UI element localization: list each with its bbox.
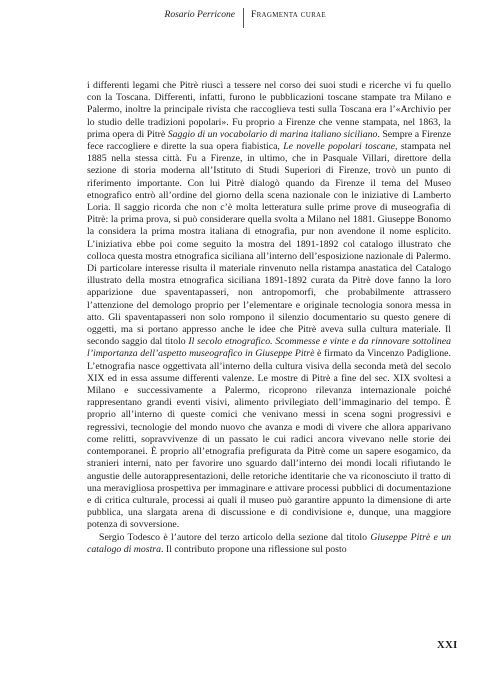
p1-text-2: . Sempre a Firenze fece raccogliere e dirette la sua opera fiabistica, bbox=[87, 128, 451, 153]
header-author: Rosario Perricone bbox=[164, 10, 235, 20]
header-divider bbox=[243, 8, 244, 28]
header-title: Fragmenta curae bbox=[251, 10, 326, 20]
p2-text-1: Sergio Todesco è l’autore del terzo articolo della sezione dal titolo bbox=[99, 531, 371, 543]
page-number: XXI bbox=[437, 640, 458, 651]
body-text bbox=[87, 80, 451, 556]
p1-italic-title-2: Le novelle popolari toscane bbox=[283, 141, 396, 153]
p2-italic-title: Giuseppe Pitrè e un catalogo di mostra bbox=[87, 531, 451, 555]
paragraph-2 bbox=[87, 532, 451, 556]
p1-italic-title-3: Il secolo etnografico. Scommesse e vinte e da rinnovare sottolinea l’importanza dell’aspetto museografico in Giuseppe Pitrè bbox=[87, 336, 451, 360]
p2-text-2: . Il contributo propone una riflessione sul posto bbox=[161, 543, 347, 555]
p1-text-4: è firmato da Vincenzo Padiglione. L’etnografia nasce oggettivata all’interno della cultura visiva della seconda metà del secolo XIX ed in essa assume differenti valenze. Le mostre di Pitrè a fine del sec. XIX svoltesi a Milano e successivamente a Palermo, ricoprono rilevanza internazionale poiché rappresentano grandi eventi visivi, alimento privilegiato dell’immaginario del tempo. È proprio all’interno di queste comici che venivano messi in scena sogni progressivi e regressivi, tecnologie del mondo nuovo che avanza e modi di vivere che allora apparivano come relitti, sopravvivenze di un passato le cui radici ancora vivevano nelle storie dei contemporanei. È proprio all’etnografia prefigurata da Pitrè come un sapere esogamico, da stranieri interni, nato per favorire uno sguardo dall’interno dei mondi locali rifiutando le angustie delle autorappresentazioni, delle retoriche identitarie che va riconosciuto il tratto di una meravigliosa prospettiva per immaginare e attivare processi pubblici di documentazione e di critica culturale, processi ai quali il museo può garantire appunto la dimensione di arte pubblica, una slargata arena di discussione e di condivisione e, dunque, una maggiore potenza di sovversione. bbox=[87, 348, 451, 531]
p1-text-3: , stampata nel 1885 nella stessa città. Fu a Firenze, in ultimo, che in Pasquale Villari, direttore della sezione di storia moderna all’Istituto di Studi Superiori di Firenze, trovò un punto di riferimento importante. Con lui Pitrè dialogò quando da Firenze il tema del Museo etnografico entrò all’ordine del giorno della scena nazionale con le iniziative di Lamberto Loria. Il saggio ricorda che non c’è molta letteratura sulle prime prove di museografia di Pitrè: la prima prova, si può considerare quella svolta a Milano nel 1881. Giuseppe Bonomo la considera la prima mostra italiana di etnografia, pur non avendone il nome esplicito. L’iniziativa ebbe poi come seguito la mostra del 1891-1892 col catalogo illustrato che colloca questa mostra etnografica siciliana all’interno dell’esposizione nazionale di Palermo. Di particolare interesse risulta il materiale rinvenuto nella ristampa anastatica del Catalogo illustrato della mostra etnografica siciliana 1891-1892 curata da Pitrè dove fanno la loro apparizione due spaventapasseri, non antropomorfi, che probabilmente attrassero l’attenzione del demologo proprio per l’elementare e originale tecnologia sonora messa in atto. Gli spaventapasseri non solo rompono il silenzio documentario su questo genere di oggetti, ma si portano appresso anche le idee che Pitrè aveva sulla cultura materiale. Il secondo saggio dal titolo bbox=[87, 141, 451, 348]
paragraph-1 bbox=[87, 80, 451, 532]
p1-italic-title-1: Saggio di un vocabolario di marina italiano siciliano bbox=[167, 128, 378, 140]
p1-text-1: i differenti legami che Pitrè riuscì a tessere nel corso dei suoi studi e ricerche vi fu quello con la Toscana. Differenti, infatti, furono le pubblicazioni toscane stampate tra Milano e Palermo, inoltre la principale rivista che raccoglieva testi sulla Toscana era l’«Archivio per lo studio delle tradizioni popolari». Fu proprio a Firenze che venne stampata, nel 1863, la prima opera di Pitrè bbox=[87, 80, 451, 140]
running-header bbox=[0, 8, 482, 30]
